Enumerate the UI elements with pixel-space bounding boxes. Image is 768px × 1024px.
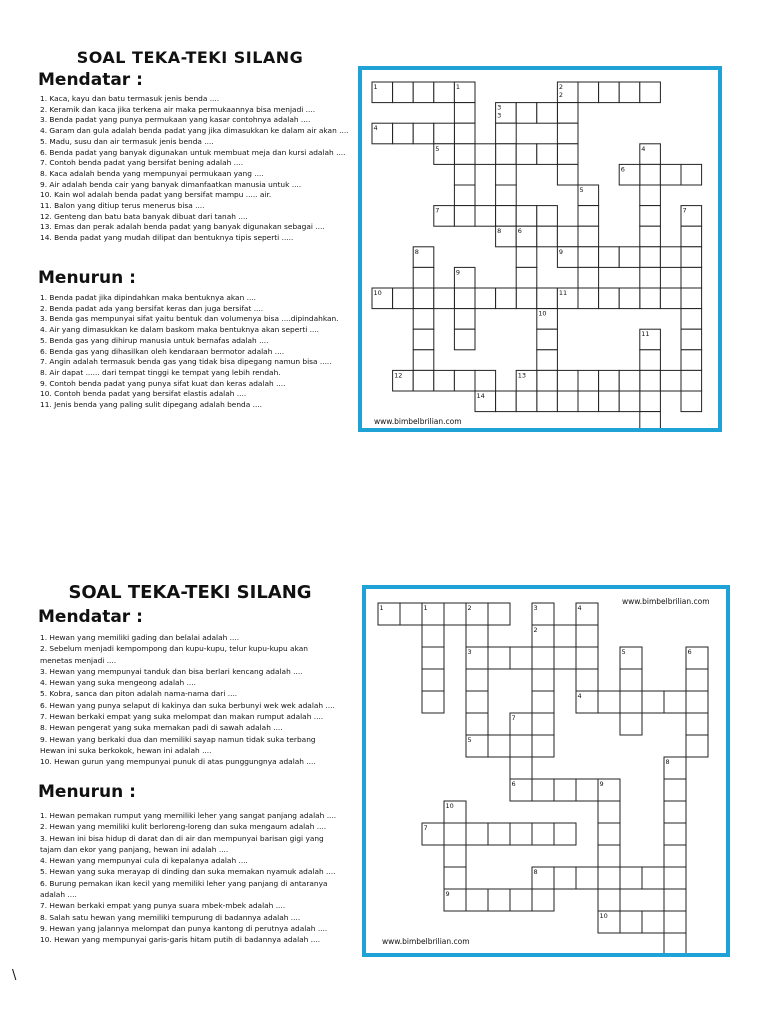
crossword-grid-2 xyxy=(366,589,726,953)
crossword-cell[interactable] xyxy=(598,801,620,823)
crossword-cell[interactable] xyxy=(664,933,686,953)
clue-item: 6. Hewan yang punya selaput di kakinya dan suka berbunyi wek wek adalah .... xyxy=(40,700,335,710)
crossword-cell[interactable] xyxy=(466,625,488,647)
crossword-cell[interactable] xyxy=(578,247,599,268)
crossword-cell[interactable] xyxy=(537,350,558,371)
crossword-cell[interactable] xyxy=(516,267,537,288)
crossword-cell[interactable] xyxy=(576,647,598,669)
crossword-cell[interactable] xyxy=(516,247,537,268)
crossword-cell[interactable] xyxy=(619,82,640,103)
clue-item: 2. Hewan yang memiliki kulit berloreng-loreng dan suka mengaum adalah .... xyxy=(40,822,327,832)
crossword-cell[interactable] xyxy=(599,82,620,103)
crossword-cell[interactable] xyxy=(557,164,578,185)
crossword-cell[interactable] xyxy=(619,370,640,391)
crossword-cell[interactable] xyxy=(640,82,661,103)
clue-item: 2. Keramik dan kaca jika terkena air maka permukaannya bisa menjadi .... xyxy=(40,104,316,114)
worksheet-2-title: SOAL TEKA-TEKI SILANG xyxy=(68,582,312,603)
crossword-cell[interactable] xyxy=(576,867,598,889)
clue-number: 11 xyxy=(558,289,568,297)
clue-item: 4. Air yang dimasukkan ke dalam baskom maka bentuknya akan seperti .... xyxy=(40,325,320,335)
clue-number: 4 xyxy=(641,144,646,153)
clue-item: 1. Benda padat jika dipindahkan maka bentuknya akan .... xyxy=(40,293,256,302)
crossword-cell[interactable] xyxy=(537,226,558,247)
crossword-cell[interactable] xyxy=(642,867,664,889)
clue-number: 9 xyxy=(445,890,450,898)
crossword-cell[interactable] xyxy=(532,735,554,757)
clue-number: 11 xyxy=(641,330,650,339)
clue-item: 8. Kaca adalah benda yang mempunyai permukaan yang .... xyxy=(40,168,264,178)
crossword-cell[interactable] xyxy=(557,123,578,144)
crossword-cell[interactable] xyxy=(681,267,702,288)
across-clue-list-2 xyxy=(40,632,355,768)
crossword-cell[interactable] xyxy=(640,185,661,206)
crossword-cell[interactable] xyxy=(640,412,661,428)
crossword-cell[interactable] xyxy=(466,669,488,691)
crossword-cell[interactable] xyxy=(537,391,558,412)
crossword-cell[interactable] xyxy=(413,329,434,350)
crossword-cell[interactable] xyxy=(598,691,620,713)
clue-number: 13 xyxy=(517,371,526,380)
crossword-cell[interactable] xyxy=(578,267,599,288)
worksheet-2 xyxy=(0,560,768,980)
crossword-cell[interactable] xyxy=(576,669,598,691)
clue-number: 1 xyxy=(373,83,378,91)
clue-item: 1. Hewan pemakan rumput yang memiliki leher yang sangat panjang adalah .... xyxy=(40,811,337,820)
clue-number: 3 xyxy=(467,648,472,656)
clue-number: 10 xyxy=(538,309,547,318)
crossword-cell[interactable] xyxy=(681,391,702,412)
across-clue-list xyxy=(40,94,358,244)
clue-item: 4. Garam dan gula adalah benda padat yang jika dimasukkan ke dalam air akan .... xyxy=(40,126,349,136)
clue-number: 6 xyxy=(620,165,625,174)
clue-item: 5. Benda gas yang dihirup manusia untuk bernafas adalah .... xyxy=(40,335,269,345)
crossword-cell[interactable] xyxy=(434,123,455,144)
crossword-cell[interactable] xyxy=(496,288,517,309)
crossword-cell[interactable] xyxy=(454,309,475,330)
clue-item: 9. Contoh benda padat yang punya sifat kuat dan keras adalah .... xyxy=(40,378,286,388)
crossword-cell[interactable] xyxy=(454,288,475,309)
crossword-cell[interactable] xyxy=(537,288,558,309)
crossword-cell[interactable] xyxy=(454,164,475,185)
crossword-cell[interactable] xyxy=(557,226,578,247)
clue-item: 6. Benda gas yang dihasilkan oleh kendaraan bermotor adalah .... xyxy=(40,346,285,356)
crossword-cell[interactable] xyxy=(454,185,475,206)
crossword-cell[interactable] xyxy=(578,391,599,412)
clue-item: 11. Balon yang ditiup terus menerus bisa .... xyxy=(40,201,205,211)
crossword-grid-1 xyxy=(362,70,718,428)
crossword-cell[interactable] xyxy=(619,247,640,268)
clue-number: 10 xyxy=(373,289,382,297)
crossword-cell[interactable] xyxy=(576,625,598,647)
crossword-cell[interactable] xyxy=(537,206,558,227)
clue-number: 3 xyxy=(497,111,502,120)
crossword-cell[interactable] xyxy=(537,329,558,350)
crossword-cell[interactable] xyxy=(510,823,532,845)
clue-number: 6 xyxy=(687,648,692,656)
crossword-cell[interactable] xyxy=(454,123,475,144)
crossword-cell[interactable] xyxy=(510,647,532,669)
clue-item: 3. Benda gas mempunyai sifat yaitu bentuk dan volumenya bisa ....dipindahkan. xyxy=(40,314,339,324)
crossword-cell[interactable] xyxy=(488,647,510,669)
crossword-cell[interactable] xyxy=(454,206,475,227)
crossword-cell[interactable] xyxy=(686,735,708,757)
crossword-cell[interactable] xyxy=(488,823,510,845)
crossword-cell[interactable] xyxy=(578,206,599,227)
site-url-bottom: www.bimbelbrilian.com xyxy=(382,937,470,946)
crossword-cell[interactable] xyxy=(681,247,702,268)
crossword-cell[interactable] xyxy=(554,647,576,669)
worksheet-1 xyxy=(0,0,768,470)
crossword-cell[interactable] xyxy=(454,370,475,391)
clue-number: 6 xyxy=(511,780,516,788)
crossword-cell[interactable] xyxy=(599,391,620,412)
crossword-cell[interactable] xyxy=(516,103,537,124)
crossword-cell[interactable] xyxy=(557,144,578,165)
clue-number: 10 xyxy=(599,912,608,920)
crossword-cell[interactable] xyxy=(640,391,661,412)
crossword-cell[interactable] xyxy=(554,823,576,845)
clue-item: 5. Hewan yang suka merayap di dinding dan suka memakan nyamuk adalah .... xyxy=(40,867,336,877)
crossword-cell[interactable] xyxy=(557,103,578,124)
crossword-cell[interactable] xyxy=(664,867,686,889)
crossword-cell[interactable] xyxy=(444,845,466,867)
crossword-cell[interactable] xyxy=(532,691,554,713)
crossword-cell[interactable] xyxy=(640,206,661,227)
clue-item: 9. Hewan yang jalannya melompat dan punya kantong di perutnya adalah .... xyxy=(40,923,328,933)
crossword-cell[interactable] xyxy=(434,370,455,391)
crossword-cell[interactable] xyxy=(640,350,661,371)
crossword-cell[interactable] xyxy=(598,867,620,889)
clue-item: 4. Hewan yang mempunyai cula di kepalanya adalah .... xyxy=(40,856,248,866)
crossword-cell[interactable] xyxy=(686,669,708,691)
crossword-cell[interactable] xyxy=(434,288,455,309)
clue-number: 5 xyxy=(435,144,440,153)
clue-number: 8 xyxy=(497,227,502,236)
clue-number: 7 xyxy=(682,206,687,215)
crossword-cell[interactable] xyxy=(640,370,661,391)
crossword-cell[interactable] xyxy=(496,185,517,206)
clue-number: 3 xyxy=(497,103,502,112)
clue-item: 14. Benda padat yang mudah dilipat dan bentuknya tipis seperti ..... xyxy=(40,233,294,243)
clue-item: 11. Jenis benda yang paling sulit dipegang adalah benda .... xyxy=(40,400,263,410)
crossword-cell[interactable] xyxy=(488,603,510,625)
crossword-cell[interactable] xyxy=(660,288,681,309)
clue-number: 2 xyxy=(533,626,538,634)
clue-item: Hewan ini suka berkokok, hewan ini adalah .... xyxy=(40,745,212,755)
crossword-cell[interactable] xyxy=(400,603,422,625)
clue-item: adalah .... xyxy=(40,890,77,900)
crossword-cell[interactable] xyxy=(496,144,517,165)
crossword-cell[interactable] xyxy=(664,911,686,933)
crossword-cell[interactable] xyxy=(681,350,702,371)
clue-item: 5. Madu, susu dan air termasuk jenis benda .... xyxy=(40,136,214,146)
crossword-cell[interactable] xyxy=(557,391,578,412)
crossword-cell[interactable] xyxy=(454,144,475,165)
clue-item: 4. Hewan yang suka mengeong adalah .... xyxy=(40,678,196,688)
across-heading-2: Mendatar : xyxy=(38,607,143,627)
crossword-cell[interactable] xyxy=(516,391,537,412)
crossword-cell[interactable] xyxy=(681,329,702,350)
crossword-cell[interactable] xyxy=(554,779,576,801)
crossword-cell[interactable] xyxy=(681,370,702,391)
crossword-cell[interactable] xyxy=(475,206,496,227)
clue-item: 6. Benda padat yang banyak digunakan untuk membuat meja dan kursi adalah .... xyxy=(40,147,346,157)
clue-number: 8 xyxy=(665,758,670,766)
crossword-cell[interactable] xyxy=(599,288,620,309)
crossword-cell[interactable] xyxy=(393,123,414,144)
crossword-cell[interactable] xyxy=(475,288,496,309)
clue-number: 8 xyxy=(414,247,419,256)
clue-item: 8. Air dapat ...... dari tempat tinggi ke tempat yang lebih rendah. xyxy=(40,367,281,377)
crossword-cell[interactable] xyxy=(599,247,620,268)
crossword-cell[interactable] xyxy=(660,370,681,391)
crossword-cell[interactable] xyxy=(488,735,510,757)
crossword-cell[interactable] xyxy=(422,625,444,647)
clue-number: 1 xyxy=(455,83,461,91)
clue-item: 3. Benda padat yang punya permukaan yang kasar contohnya adalah .... xyxy=(40,115,311,125)
clue-item: 8. Hewan pengerat yang suka memakan padi di sawah adalah .... xyxy=(40,723,283,733)
crossword-cell[interactable] xyxy=(620,669,642,691)
clue-number: 5 xyxy=(467,736,472,744)
clue-number: 7 xyxy=(511,714,516,722)
crossword-cell[interactable] xyxy=(510,757,532,779)
crossword-cell[interactable] xyxy=(660,247,681,268)
crossword-frame-1 xyxy=(358,66,722,432)
clue-number: 10 xyxy=(445,802,454,810)
crossword-cell[interactable] xyxy=(686,713,708,735)
crossword-cell[interactable] xyxy=(466,823,488,845)
clue-number: 4 xyxy=(577,692,582,700)
crossword-cell[interactable] xyxy=(444,867,466,889)
crossword-cell[interactable] xyxy=(413,288,434,309)
clue-number: 2 xyxy=(467,604,472,612)
crossword-cell[interactable] xyxy=(681,309,702,330)
clue-item: 12. Genteng dan batu bata banyak dibuat dari tanah .... xyxy=(40,211,248,221)
crossword-cell[interactable] xyxy=(516,288,537,309)
clue-number: 2 xyxy=(558,83,564,91)
crossword-cell[interactable] xyxy=(393,288,414,309)
clue-item: 10. Kain wol adalah benda padat yang bersifat mampu ..... air. xyxy=(40,190,272,200)
clue-item: 5. Kobra, sanca dan piton adalah nama-nama dari .... xyxy=(40,689,238,699)
clue-item: 6. Burung pemakan ikan kecil yang memiliki leher yang panjang di antaranya xyxy=(40,878,328,888)
crossword-cell[interactable] xyxy=(496,206,517,227)
crossword-cell[interactable] xyxy=(619,391,640,412)
crossword-cell[interactable] xyxy=(475,144,496,165)
crossword-cell[interactable] xyxy=(640,288,661,309)
crossword-cell[interactable] xyxy=(619,288,640,309)
clue-item: 2. Benda padat ada yang bersifat keras dan juga bersifat .... xyxy=(40,303,264,313)
crossword-cell[interactable] xyxy=(466,889,488,911)
clue-item: 3. Hewan ini bisa hidup di darat dan di air dan mempunyai barisan gigi yang xyxy=(40,833,324,843)
crossword-cell[interactable] xyxy=(598,889,620,911)
crossword-cell[interactable] xyxy=(532,647,554,669)
clue-number: 4 xyxy=(373,124,378,133)
crossword-cell[interactable] xyxy=(578,82,599,103)
crossword-cell[interactable] xyxy=(393,82,414,103)
clue-number: 12 xyxy=(394,371,403,380)
crossword-frame-2 xyxy=(362,585,730,957)
crossword-cell[interactable] xyxy=(681,226,702,247)
crossword-cell[interactable] xyxy=(454,103,475,124)
crossword-cell[interactable] xyxy=(642,911,664,933)
clue-number: 2 xyxy=(558,91,564,99)
crossword-cell[interactable] xyxy=(620,911,642,933)
clue-item: 13. Emas dan perak adalah benda padat yang banyak digunakan sebagai .... xyxy=(40,222,325,232)
clue-number: 1 xyxy=(423,604,428,612)
crossword-cell[interactable] xyxy=(576,779,598,801)
clue-item: 9. Hewan yang berkaki dua dan memiliki sayap namun tidak suka terbang xyxy=(40,734,316,744)
crossword-cell[interactable] xyxy=(422,691,444,713)
crossword-cell[interactable] xyxy=(413,370,434,391)
crossword-cell[interactable] xyxy=(510,889,532,911)
crossword-cell[interactable] xyxy=(422,669,444,691)
crossword-cell[interactable] xyxy=(620,691,642,713)
clue-number: 4 xyxy=(577,604,582,612)
clue-item: 9. Air adalah benda cair yang banyak dimanfaatkan manusia untuk .... xyxy=(40,179,302,189)
crossword-cell[interactable] xyxy=(444,823,466,845)
crossword-cell[interactable] xyxy=(422,647,444,669)
crossword-cell[interactable] xyxy=(640,164,661,185)
crossword-cell[interactable] xyxy=(532,713,554,735)
down-clue-list-2 xyxy=(40,810,355,946)
crossword-cell[interactable] xyxy=(496,123,517,144)
clue-item: 7. Contoh benda padat yang bersifat bening adalah .... xyxy=(40,158,244,168)
clue-number: 7 xyxy=(423,824,428,832)
down-clue-list xyxy=(40,293,358,411)
clue-item: 10. Hewan yang mempunyai garis-garis hitam putih di badannya adalah .... xyxy=(40,935,321,945)
clue-number: 9 xyxy=(599,780,604,788)
crossword-cell[interactable] xyxy=(660,164,681,185)
clue-item: 7. Angin adalah termasuk benda gas yang tidak bisa dipegang namun bisa ..... xyxy=(40,357,332,367)
crossword-cell[interactable] xyxy=(413,82,434,103)
crossword-cell[interactable] xyxy=(413,350,434,371)
worksheet-1-title: SOAL TEKA-TEKI SILANG xyxy=(76,48,304,67)
crossword-cell[interactable] xyxy=(466,713,488,735)
crossword-cell[interactable] xyxy=(578,370,599,391)
clue-item: 1. Hewan yang memiliki gading dan belalai adalah .... xyxy=(40,633,240,642)
clue-number: 8 xyxy=(533,868,538,876)
crossword-cell[interactable] xyxy=(686,691,708,713)
stray-backslash: \ xyxy=(12,968,17,983)
clue-number: 9 xyxy=(558,247,564,256)
clue-number: 3 xyxy=(533,604,538,612)
crossword-cell[interactable] xyxy=(640,267,661,288)
crossword-cell[interactable] xyxy=(413,267,434,288)
crossword-cell[interactable] xyxy=(516,206,537,227)
crossword-cell[interactable] xyxy=(640,247,661,268)
crossword-cell[interactable] xyxy=(557,370,578,391)
crossword-cell[interactable] xyxy=(537,103,558,124)
clue-number: 1 xyxy=(379,604,384,612)
crossword-cell[interactable] xyxy=(413,123,434,144)
site-url: www.bimbelbrilian.com xyxy=(374,417,462,426)
crossword-cell[interactable] xyxy=(532,779,554,801)
crossword-cell[interactable] xyxy=(532,669,554,691)
clue-number: 14 xyxy=(476,392,485,400)
crossword-cell[interactable] xyxy=(620,713,642,735)
clue-number: 5 xyxy=(621,648,626,656)
crossword-cell[interactable] xyxy=(578,288,599,309)
site-url-top: www.bimbelbrilian.com xyxy=(622,597,710,606)
crossword-cell[interactable] xyxy=(516,144,537,165)
clue-number: 9 xyxy=(455,268,461,277)
clue-item: menetas menjadi .... xyxy=(40,655,117,665)
crossword-cell[interactable] xyxy=(664,889,686,911)
clue-item: 3. Hewan yang mempunyai tanduk dan bisa berlari kencang adalah .... xyxy=(40,666,303,676)
crossword-cell[interactable] xyxy=(598,845,620,867)
clue-number: 6 xyxy=(517,227,522,236)
crossword-cell[interactable] xyxy=(599,370,620,391)
crossword-cell[interactable] xyxy=(664,691,686,713)
crossword-cell[interactable] xyxy=(640,226,661,247)
crossword-cell[interactable] xyxy=(664,801,686,823)
clue-item: 8. Salah satu hewan yang memiliki tempurung di badannya adalah .... xyxy=(40,912,301,922)
crossword-cell[interactable] xyxy=(532,823,554,845)
crossword-cell[interactable] xyxy=(681,164,702,185)
crossword-cell[interactable] xyxy=(496,391,517,412)
crossword-cell[interactable] xyxy=(578,226,599,247)
crossword-cell[interactable] xyxy=(475,370,496,391)
crossword-cell[interactable] xyxy=(554,867,576,889)
crossword-cell[interactable] xyxy=(620,867,642,889)
crossword-cell[interactable] xyxy=(598,823,620,845)
clue-item: 7. Hewan berkaki empat yang suka melompat dan makan rumput adalah .... xyxy=(40,712,324,722)
crossword-cell[interactable] xyxy=(642,691,664,713)
clue-item: 10. Contoh benda padat yang bersifat elastis adalah .... xyxy=(40,389,247,399)
crossword-cell[interactable] xyxy=(454,329,475,350)
clue-item: 1. Kaca, kayu dan batu termasuk jenis benda .... xyxy=(40,94,220,103)
crossword-cell[interactable] xyxy=(466,691,488,713)
crossword-cell[interactable] xyxy=(496,164,517,185)
crossword-cell[interactable] xyxy=(510,735,532,757)
clue-number: 5 xyxy=(579,186,584,194)
clue-item: 7. Hewan berkaki empat yang punya suara mbek-mbek adalah .... xyxy=(40,901,286,911)
crossword-cell[interactable] xyxy=(554,625,576,647)
down-heading: Menurun : xyxy=(38,268,136,288)
clue-item: tajam dan ekor yang panjang, hewan ini adalah .... xyxy=(40,844,229,854)
clue-item: 10. Hewan gurun yang mempunyai punuk di atas punggungnya adalah .... xyxy=(40,757,316,767)
across-heading: Mendatar : xyxy=(38,70,143,90)
crossword-cell[interactable] xyxy=(434,82,455,103)
crossword-cell[interactable] xyxy=(488,889,510,911)
crossword-cell[interactable] xyxy=(664,845,686,867)
crossword-cell[interactable] xyxy=(413,309,434,330)
crossword-cell[interactable] xyxy=(444,603,466,625)
crossword-cell[interactable] xyxy=(664,779,686,801)
crossword-cell[interactable] xyxy=(664,823,686,845)
crossword-cell[interactable] xyxy=(532,889,554,911)
down-heading-2: Menurun : xyxy=(38,782,136,802)
clue-item: 2. Sebelum menjadi kempompong dan kupu-kupu, telur kupu-kupu akan xyxy=(40,644,308,654)
clue-number: 7 xyxy=(435,206,440,215)
crossword-cell[interactable] xyxy=(681,288,702,309)
crossword-cell[interactable] xyxy=(537,144,558,165)
crossword-cell[interactable] xyxy=(537,370,558,391)
